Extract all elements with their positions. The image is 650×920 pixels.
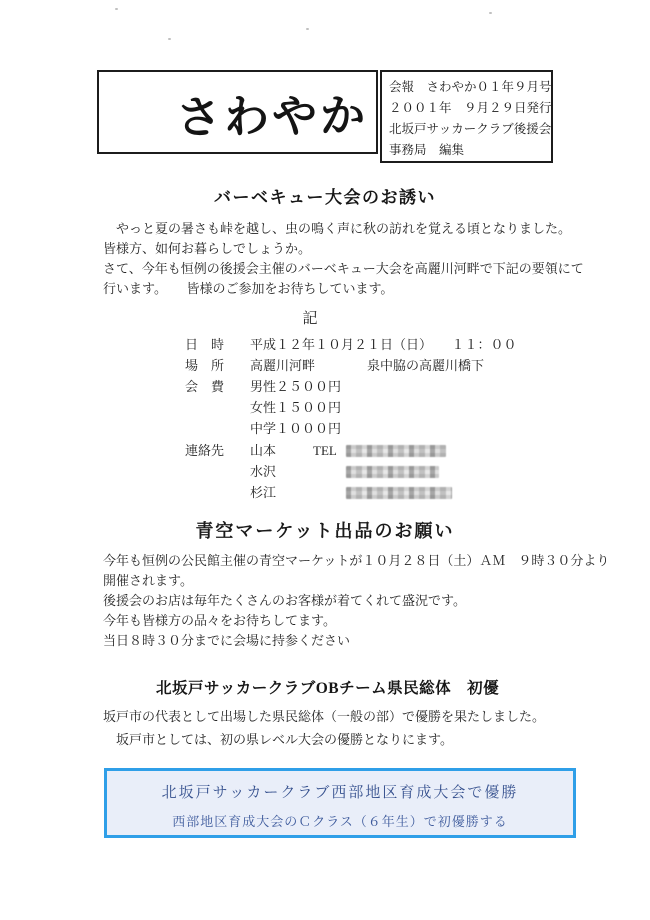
newsletter-title: さわやか: [175, 89, 369, 143]
paragraph-line: 今年も恒例の公民館主催の青空マーケットが１０月２８日（土）ＡＭ ９時３０分より: [103, 553, 610, 568]
contacts-label: 連絡先: [185, 443, 225, 458]
detail-value: 高麗川河畔 泉中脇の高麗川橋下: [250, 358, 485, 373]
masthead-date-line: ２００１年 ９月２９日発行: [389, 101, 552, 115]
ob-paragraph: [103, 705, 603, 751]
paragraph-line: やっと夏の暑さも峠を越し、虫の鳴く声に秋の訪れを覚える頃となりました。: [103, 221, 572, 236]
bbq-section-heading: バーベキュー大会のお誘い: [214, 188, 436, 207]
contact-name: 水沢: [250, 464, 277, 479]
bbq-contacts-list: [185, 440, 452, 503]
masthead-publisher-line: 北坂戸サッカークラブ後援会: [389, 122, 552, 136]
detail-label: [185, 397, 250, 418]
bbq-paragraph: [103, 219, 603, 299]
paragraph-line: 行います。 皆様のご参加をお待ちしています。: [103, 281, 394, 296]
detail-label: [185, 418, 250, 439]
detail-row-fee-women: [185, 397, 517, 418]
scan-artifact: [115, 8, 118, 10]
market-paragraph: [103, 551, 610, 651]
masthead-info-box: [380, 70, 553, 163]
highlight-subtitle: 西部地区育成大会のＣクラス（６年生）で初優勝する: [172, 814, 508, 829]
market-section-heading: 青空マーケット出品のお願い: [195, 521, 455, 541]
highlight-announcement-box: [104, 768, 576, 838]
detail-value: 男性２５００円: [250, 379, 342, 394]
masthead-issue-line: 会報 さわやか０１年９月号: [389, 80, 552, 94]
tel-label: TEL: [313, 443, 337, 458]
paragraph-line: 坂戸市としては、初の県レベル大会の優勝となりにます。: [103, 732, 453, 747]
ob-section-heading: 北坂戸サッカークラブOBチーム県民総体 初優: [156, 680, 500, 697]
detail-row-datetime: [185, 334, 517, 355]
detail-value: 平成１２年１０月２１日（日） １１：００: [250, 337, 517, 352]
detail-label: 会 費: [185, 379, 225, 394]
paragraph-line: さて、今年も恒例の後援会主催のバーベキュー大会を高麗川河畔で下記の要領にて: [103, 261, 584, 276]
detail-row-place: [185, 355, 517, 376]
redacted-phone-number: [346, 466, 439, 478]
paragraph-line: 当日８時３０分までに会場に持参ください: [103, 633, 351, 648]
scan-artifact: [306, 28, 309, 30]
paragraph-line: 後援会のお店は毎年たくさんのお客様が着てくれて盛況です。: [103, 593, 466, 608]
redacted-phone-number: [346, 445, 446, 457]
highlight-title: 北坂戸サッカークラブ西部地区育成大会で優勝: [161, 785, 519, 801]
contact-name: 杉江: [250, 485, 277, 500]
detail-label: 日 時: [185, 337, 225, 352]
paragraph-line: 開催されます。: [103, 573, 193, 588]
redacted-phone-number: [346, 487, 452, 499]
contact-name: 山本: [250, 443, 277, 458]
detail-label: 場 所: [185, 358, 225, 373]
paragraph-line: 今年も皆様方の品々をお待ちしてます。: [103, 613, 336, 628]
detail-row-fee-students: [185, 418, 517, 439]
paragraph-line: 皆様方、如何お暮らしでしょうか。: [103, 241, 312, 256]
paragraph-line: 坂戸市の代表として出場した県民総体（一般の部）で優勝を果たしました。: [103, 709, 546, 724]
masthead-editor-line: 事務局 編集: [389, 143, 465, 157]
ki-heading: 記: [302, 311, 320, 327]
contact-row: [185, 482, 452, 503]
detail-row-fee: [185, 376, 517, 397]
detail-value: 中学１０００円: [250, 421, 342, 436]
bbq-details-list: [185, 334, 517, 439]
detail-value: 女性１５００円: [250, 400, 342, 415]
scan-artifact: [168, 38, 171, 40]
contact-row: [185, 440, 452, 461]
masthead-box: [97, 70, 378, 154]
scan-artifact: [489, 12, 492, 14]
contact-row: [185, 461, 452, 482]
